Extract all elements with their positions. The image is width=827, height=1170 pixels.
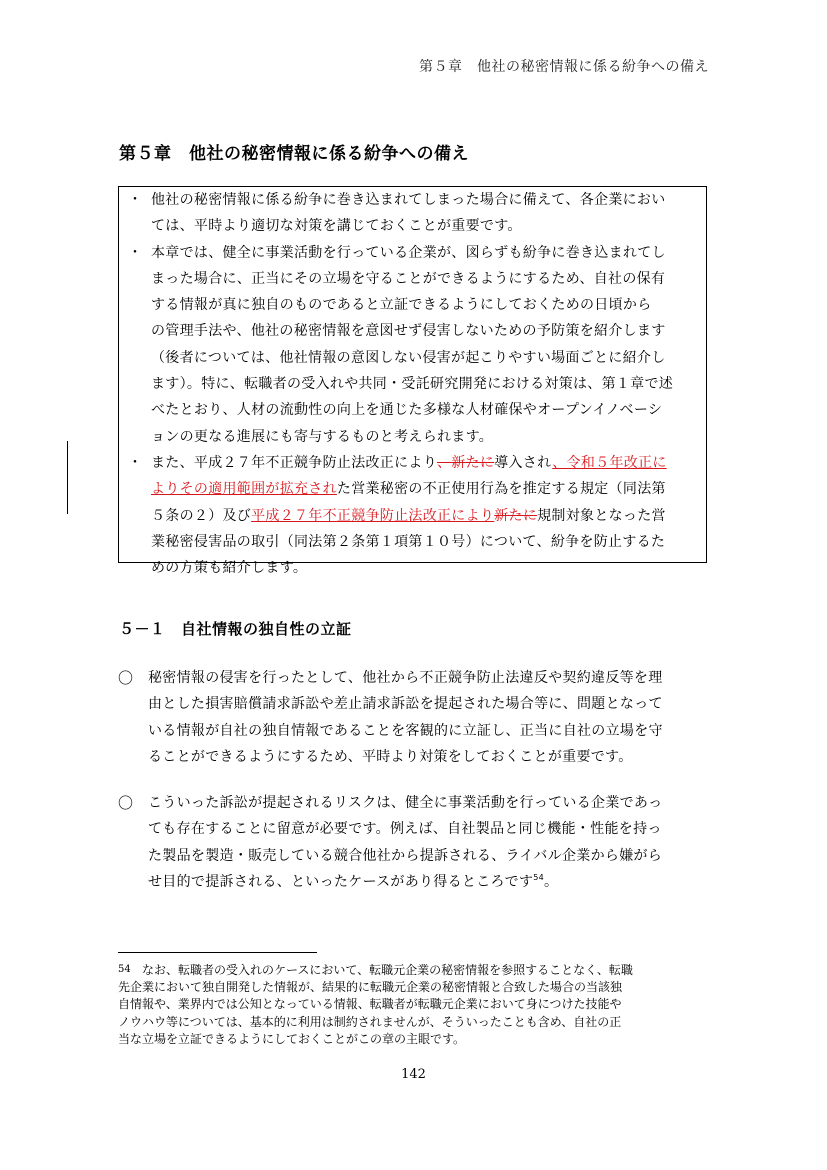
text-line [151,476,702,502]
text-line: た製品を製造・販売している競合他社から提訴される、ライバル企業から嫌がら [148,847,663,864]
revision-change-bar [67,441,68,514]
text-line: こういった訴訟が提起されるリスクは、健全に事業活動を行っている企業であっ [148,795,663,811]
footnote-reference[interactable]: 54 [533,872,545,882]
text-line: 由とした損害賠償請求訴訟や差止請求訴訟を提起された場合等に、問題となって [148,696,663,713]
footnote-separator [118,952,317,953]
text-line: ノウハウ等については、基本的に利用は制約されませんが、そういったことも含め、自社の正 [118,1014,622,1029]
circle-marker: 〇 [118,669,134,687]
text-line [151,450,702,476]
text-line: いる情報が自社の独自情報であることを客観的に立証し、正当に自社の立場を守 [148,722,663,739]
running-header: 第５章 他社の秘密情報に係る紛争への備え [419,59,709,75]
text-line: 当な立場を立証できるようにしておくことがこの章の主眼です。 [118,1031,466,1046]
text-line: 本章では、健全に事業活動を行っている企業が、図らずも紛争に巻き込まれてし [151,244,666,261]
text-line: 先企業において独自開発した情報が、結果的に転職元企業の秘密情報と合致した場合の当該独 [118,980,623,995]
text-line: ます）。特に、転職者の受入れや共同・受託研究開発における対策は、第１章で述 [151,376,674,393]
bullet-mark: ・ [128,455,142,471]
inserted-text: 平成２７年不正競争防止法改正により [251,507,495,524]
text-line: ることができるようにするため、平時より対策をしておくことが重要です。 [148,748,633,765]
text-line: する情報が真に独自のものであると立証できるようにしておくための日頃から [151,297,652,314]
circle-marker: 〇 [118,794,134,812]
text-line: ては、平時より適切な対策を講じておくことが重要です。 [151,218,522,235]
text-line [151,503,702,529]
text-line: べたとおり、人材の流動性の向上を通じた多様な人材確保やオープンイノベーシ [151,402,663,419]
text-line: 他社の秘密情報に係る紛争に巻き込まれてしまった場合に備えて、各企業におい [151,192,666,208]
text-segment: また、平成２７年不正競争防止法改正により [151,455,437,471]
bullet-mark: ・ [128,244,142,261]
text-line: なお、転職者の受入れのケースにおいて、転職元企業の秘密情報を参照することなく、転職 [130,963,633,977]
text-segment: 。 [544,873,559,890]
text-line: （後者については、他社情報の意図しない侵害が起こりやすい場面ごとに紹介し [151,349,666,366]
text-line: めの方策も紹介します。 [151,560,308,577]
deleted-text: 新たに [494,507,538,524]
inserted-text: 、令和５年改正に [552,455,667,471]
text-line: 秘密情報の侵害を行ったとして、他社から不正競争防止法違反や契約違反等を理 [148,670,663,686]
text-segment: た営業秘密の不正使用行為を推定する規定（同法第 [336,481,666,498]
text-line: ョンの更なる進展にも寄与するものと考えられます。 [151,428,494,445]
text-line: の管理手法や、他社の秘密情報を意図せず侵害しないための予防策を紹介します [151,323,666,340]
text-line: ても存在することに留意が必要です。例えば、自社製品と同じ機能・性能を持っ [148,821,662,838]
chapter-title: 第５章 他社の秘密情報に係る紛争への備え [119,144,469,164]
text-segment: ５条の２）及び [151,507,252,524]
deleted-text: 、新たに [437,455,495,471]
text-line: 業秘密侵害品の取引（同法第２条第１項第１０号）について、紛争を防止するた [151,533,666,550]
text-segment: 導入され [494,455,553,471]
text-line [148,869,713,895]
footnote-number: 54 [118,964,131,975]
page-number: 142 [401,1067,426,1082]
text-segment: せ目的で提訴される、といったケースがあり得るところです [148,873,534,890]
text-line: まった場合に、正当にその立場を守ることができるようにするため、自社の保有 [151,270,666,287]
text-line: 自情報や、業界内では公知となっている情報、転職者が転職元企業において身につけた技能や [118,997,622,1012]
inserted-text: よりその適用範囲が拡充され [151,481,337,498]
text-segment: 規制対象となった営 [537,507,666,524]
chapter-summary-box [118,186,707,577]
section-title: ５－１ 自社情報の独自性の立証 [119,620,352,638]
bullet-mark: ・ [128,192,142,208]
